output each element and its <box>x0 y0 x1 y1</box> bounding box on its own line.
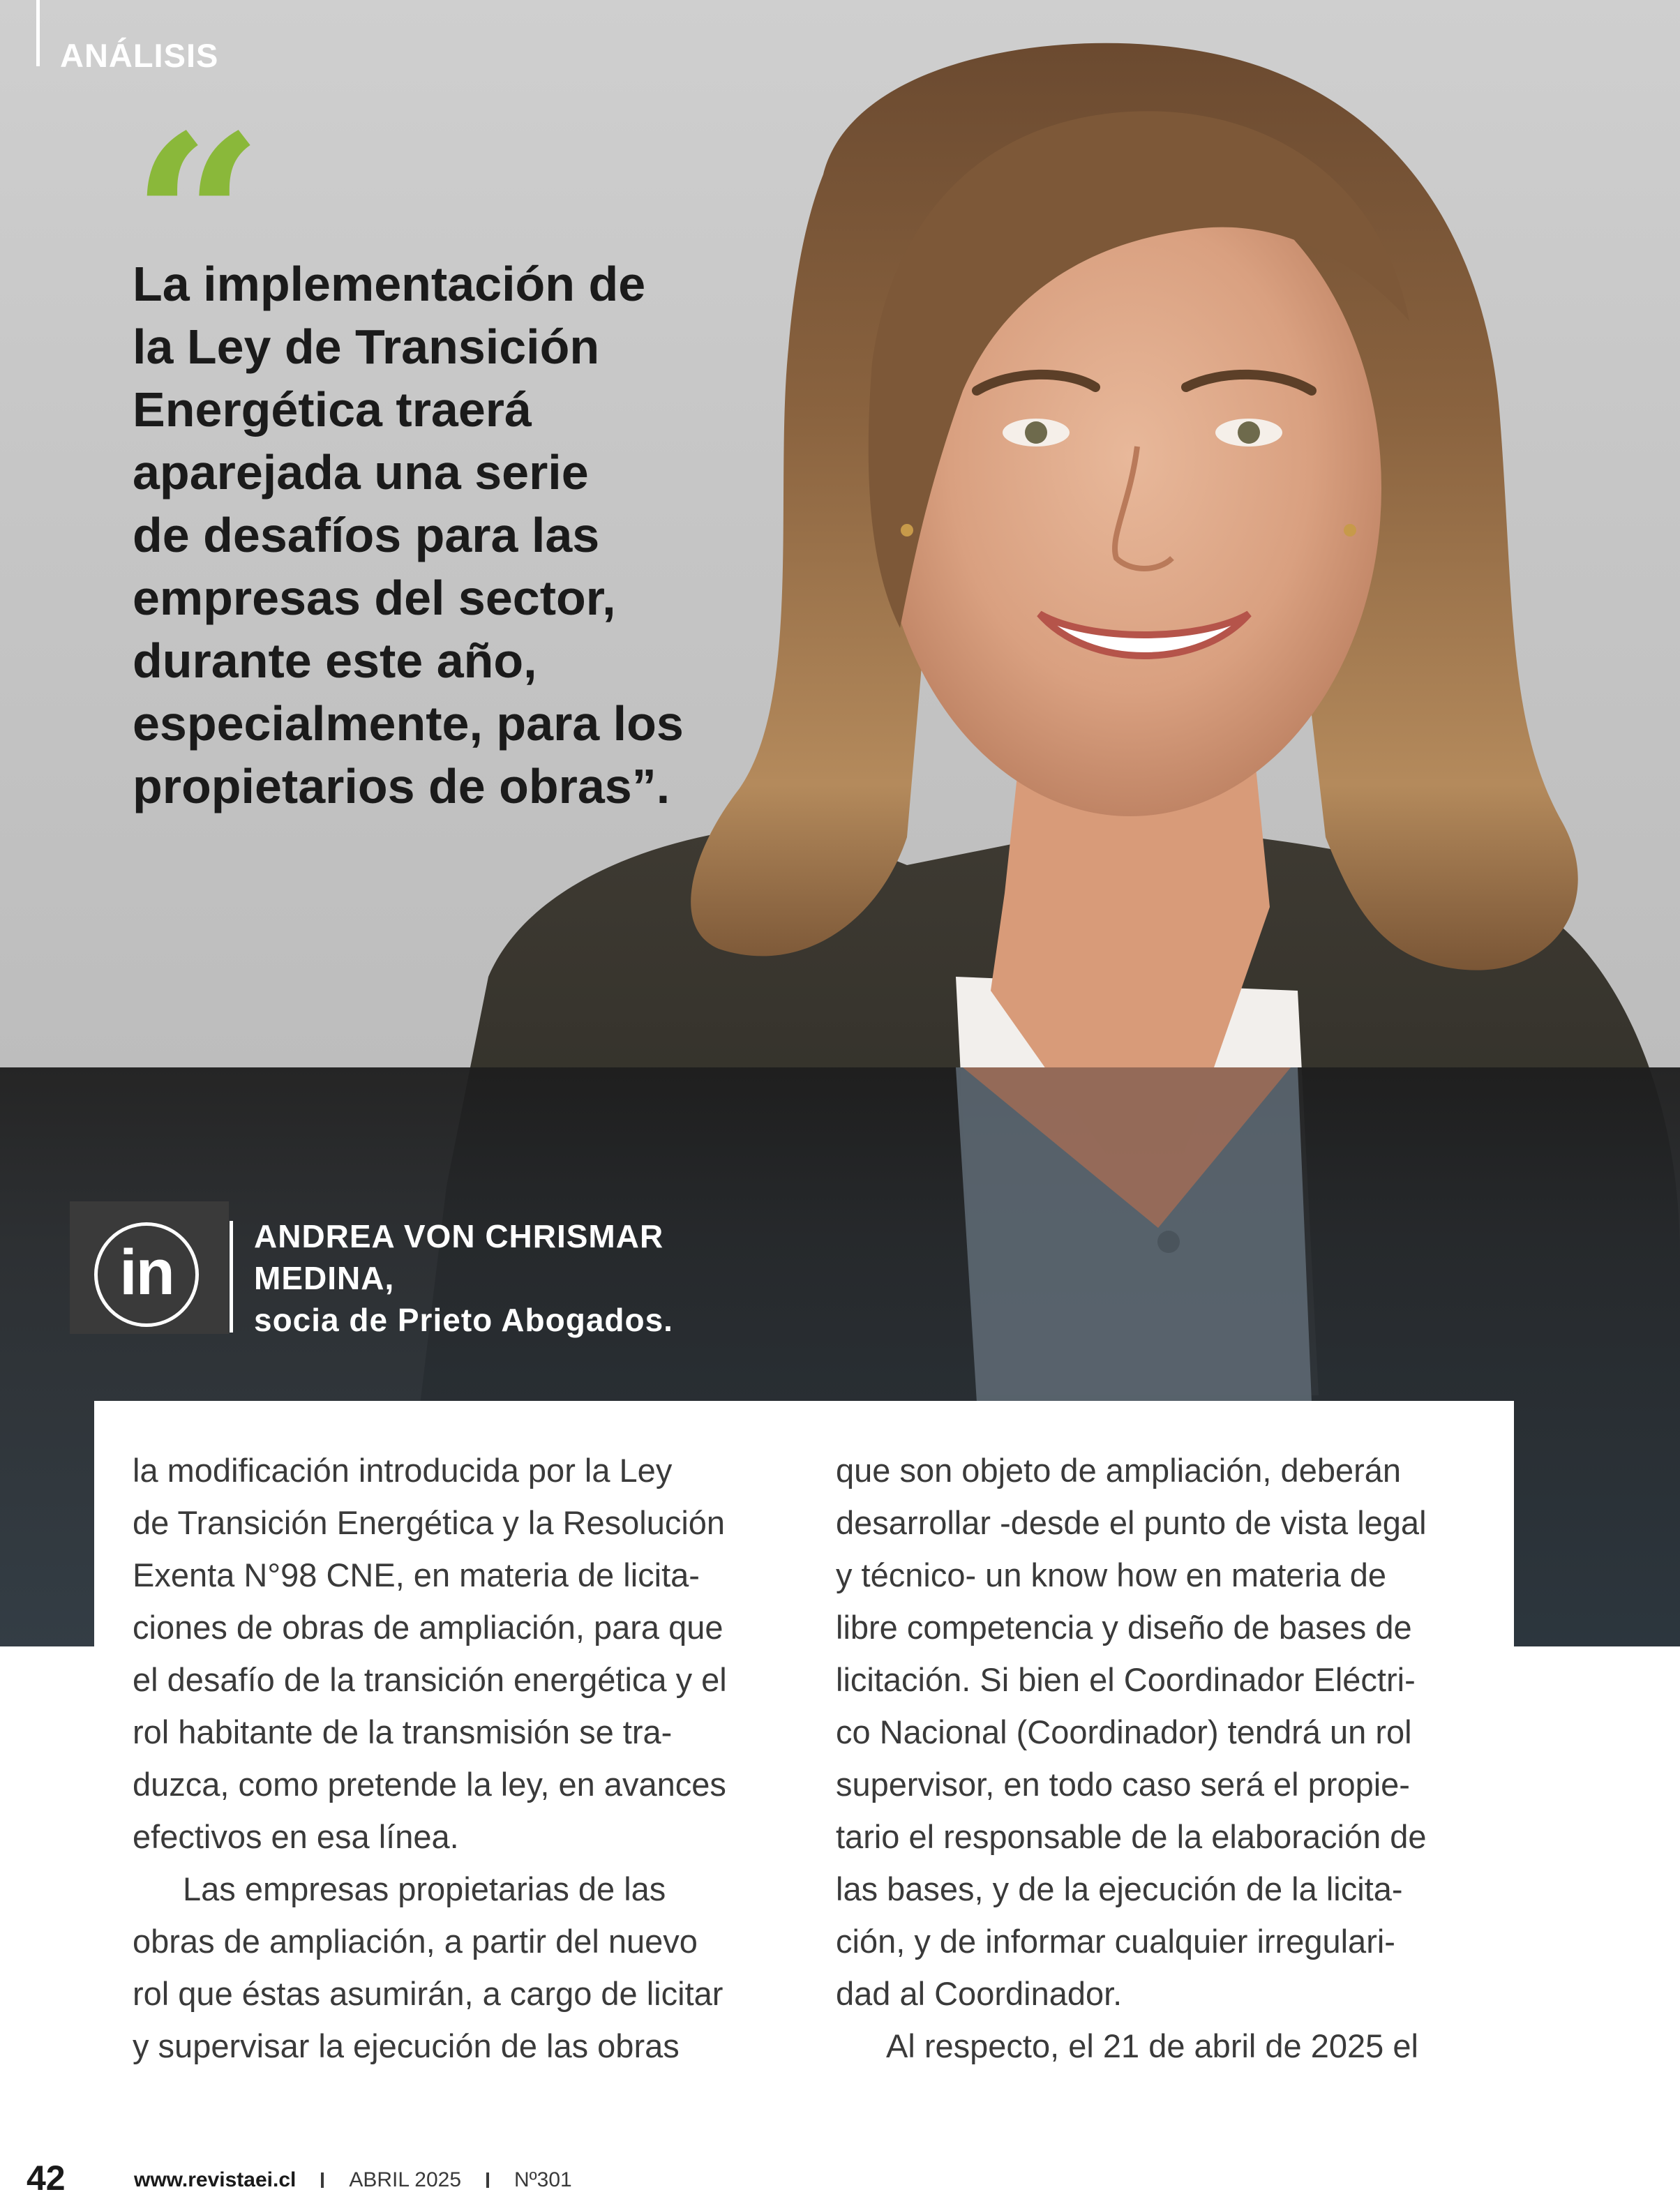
quote-line: aparejada una serie <box>133 445 589 500</box>
body-line: rol que éstas asumirán, a cargo de licitar <box>133 1975 723 2012</box>
author-role: socia de Prieto Abogados. <box>254 1302 673 1338</box>
body-line: efectivos en esa línea. <box>133 1818 459 1855</box>
body-line: licitación. Si bien el Coordinador Eléctri- <box>836 1661 1416 1698</box>
body-line: ción, y de informar cualquier irregulari- <box>836 1923 1395 1960</box>
body-line: el desafío de la transición energética y el <box>133 1661 727 1698</box>
body-column-right <box>836 1444 1485 2072</box>
linkedin-icon[interactable] <box>94 1222 199 1327</box>
body-line: rol habitante de la transmisión se tra- <box>133 1713 673 1750</box>
body-line: Exenta N°98 CNE, en materia de licita- <box>133 1556 700 1593</box>
body-line: obras de ampliación, a partir del nuevo <box>133 1923 698 1960</box>
footer <box>134 2168 572 2192</box>
footer-separator <box>486 2172 489 2188</box>
body-line: Las empresas propietarias de las <box>183 1870 666 1907</box>
section-rule <box>36 0 40 66</box>
author-byline <box>254 1215 673 1341</box>
website-link[interactable]: www.revistaei.cl <box>134 2168 297 2191</box>
pull-quote <box>133 253 802 818</box>
quote-line: Energética traerá <box>133 382 532 437</box>
author-name-line1: ANDREA VON CHRISMAR <box>254 1218 664 1254</box>
body-line: Al respecto, el 21 de abril de 2025 el <box>886 2027 1418 2064</box>
quote-line: la Ley de Transición <box>133 320 600 374</box>
section-label: ANÁLISIS <box>60 37 219 74</box>
quote-line: La implementación de <box>133 257 646 311</box>
body-line: las bases, y de la ejecución de la licita- <box>836 1870 1403 1907</box>
body-line: de Transición Energética y la Resolución <box>133 1504 726 1541</box>
body-line: duzca, como pretende la ley, en avances <box>133 1766 726 1803</box>
body-line: desarrollar -desde el punto de vista legal <box>836 1504 1427 1541</box>
quote-line: empresas del sector, <box>133 571 616 625</box>
body-column-left <box>133 1444 781 2072</box>
body-line: que son objeto de ampliación, deberán <box>836 1452 1402 1489</box>
body-line: tario el responsable de la elaboración de <box>836 1818 1427 1855</box>
quote-line: especialmente, para los <box>133 696 684 751</box>
body-line: libre competencia y diseño de bases de <box>836 1609 1412 1646</box>
body-line: ciones de obras de ampliación, para que <box>133 1609 723 1646</box>
quote-line: durante este año, <box>133 633 537 688</box>
footer-separator <box>321 2172 324 2188</box>
author-name-line2: MEDINA, <box>254 1260 395 1296</box>
body-line: co Nacional (Coordinador) tendrá un rol <box>836 1713 1412 1750</box>
issue-date: ABRIL 2025 <box>349 2168 462 2191</box>
byline-divider <box>230 1221 233 1333</box>
quote-line: de desafíos para las <box>133 508 600 562</box>
body-line: dad al Coordinador. <box>836 1975 1123 2012</box>
issue-number: Nº301 <box>514 2168 572 2191</box>
quote-mark-icon: “ <box>131 84 264 355</box>
body-line: supervisor, en todo caso será el propie- <box>836 1766 1410 1803</box>
body-line: y técnico- un know how en materia de <box>836 1556 1386 1593</box>
body-line: y supervisar la ejecución de las obras <box>133 2027 680 2064</box>
linkedin-icon-text: in <box>119 1237 174 1308</box>
body-line: la modificación introducida por la Ley <box>133 1452 673 1489</box>
page-number: 42 <box>27 2159 66 2198</box>
quote-line: propietarios de obras”. <box>133 759 670 813</box>
